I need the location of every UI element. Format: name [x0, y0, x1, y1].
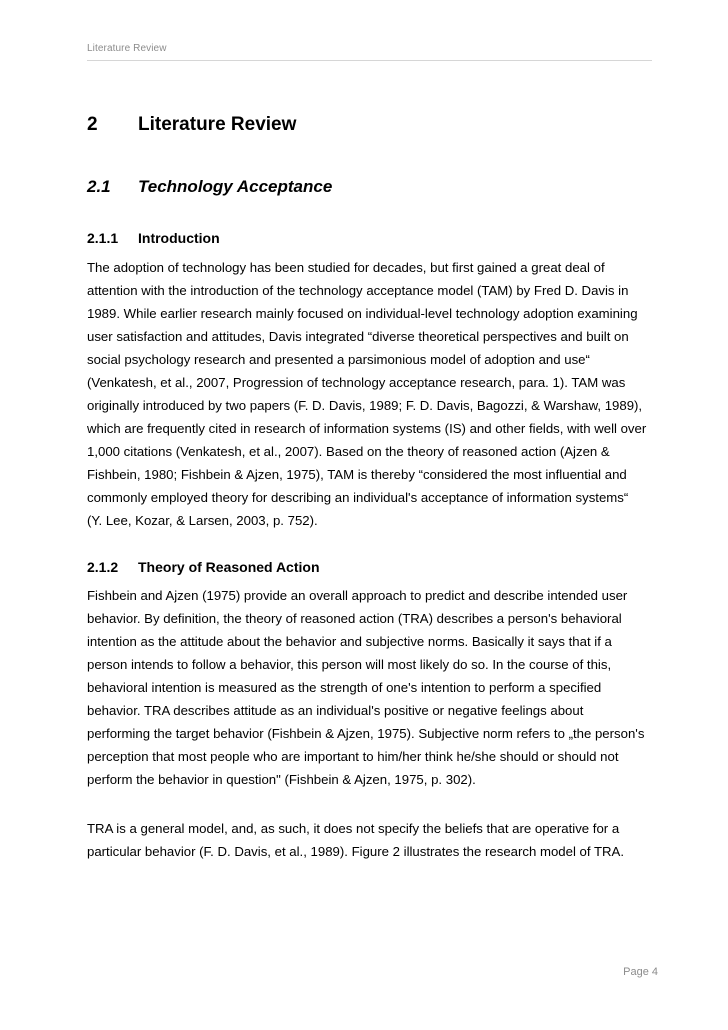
text-line: user satisfaction and attitudes, Davis integrated “diverse theoretical perspectives and built on	[87, 329, 629, 344]
section-heading	[87, 177, 332, 197]
text-line: 1,000 citations (Venkatesh, et al., 2007). Based on the theory of reasoned action (Ajzen &	[87, 444, 610, 459]
page-number: Page 4	[623, 966, 658, 978]
text-line: attention with the introduction of the technology acceptance model (TAM) by Fred D. Davis in	[87, 283, 629, 298]
introduction-paragraph	[87, 256, 659, 532]
text-line: commonly employed theory for describing an individual's acceptance of information systems“	[87, 490, 629, 505]
text-line: behavior. TRA describes attitude as an individual's positive or negative feelings about	[87, 703, 584, 718]
text-line: 1989. While earlier research mainly focused on individual-level technology adoption examining	[87, 306, 638, 321]
text-line: originally introduced by two papers (F. D. Davis, 1989; F. D. Davis, Bagozzi, & Warshaw, 1989),	[87, 398, 643, 413]
subsection-heading-introduction	[87, 230, 220, 246]
text-line: perception that most people who are important to him/her think he/she should or should not	[87, 749, 619, 764]
tra-paragraph-2	[87, 817, 659, 863]
text-line: Fishbein, 1980; Fishbein & Ajzen, 1975), TAM is thereby “considered the most influential and	[87, 467, 627, 482]
section-number: 2.1	[87, 177, 111, 196]
subsection-number: 2.1.1	[87, 230, 119, 246]
section-title: Technology Acceptance	[138, 177, 333, 196]
text-line: behavioral intention is measured as the strength of one's intention to perform a specified	[87, 680, 602, 695]
running-header: Literature Review	[87, 43, 167, 54]
subsection-heading-tra	[87, 559, 320, 575]
text-line: TRA is a general model, and, as such, it does not specify the beliefs that are operative for a	[87, 821, 620, 836]
chapter-title: Literature Review	[138, 114, 297, 135]
text-line: particular behavior (F. D. Davis, et al., 1989). Figure 2 illustrates the research model of TRA.	[87, 844, 625, 859]
header-divider	[87, 60, 652, 61]
text-line: The adoption of technology has been studied for decades, but first gained a great deal of	[87, 260, 605, 275]
text-line: perform the behavior in question" (Fishbein & Ajzen, 1975, p. 302).	[87, 772, 476, 787]
chapter-number: 2	[87, 114, 98, 135]
text-line: (Venkatesh, et al., 2007, Progression of technology acceptance research, para. 1). TAM was	[87, 375, 626, 390]
text-line: person intends to follow a behavior, this person will most likely do so. In the course of this,	[87, 657, 612, 672]
text-line: (Y. Lee, Kozar, & Larsen, 2003, p. 752).	[87, 513, 318, 528]
subsection-title: Introduction	[138, 230, 220, 246]
text-line: intention as the attitude about the behavior and subjective norms. Basically it says that if a	[87, 634, 612, 649]
tra-paragraph-1	[87, 584, 659, 791]
text-line: Fishbein and Ajzen (1975) provide an overall approach to predict and describe intended user	[87, 588, 628, 603]
text-line: social psychology research and presented a parsimonious model of adoption and use“	[87, 352, 590, 367]
text-line: performing the target behavior (Fishbein & Ajzen, 1975). Subjective norm refers to „the person's	[87, 726, 645, 741]
subsection-number: 2.1.2	[87, 559, 119, 575]
chapter-heading	[87, 114, 296, 136]
text-line: behavior. By definition, the theory of reasoned action (TRA) describes a person's behavioral	[87, 611, 622, 626]
text-line: which are frequently cited in research of information systems (IS) and other fields, with well over	[87, 421, 647, 436]
subsection-title: Theory of Reasoned Action	[138, 559, 320, 575]
